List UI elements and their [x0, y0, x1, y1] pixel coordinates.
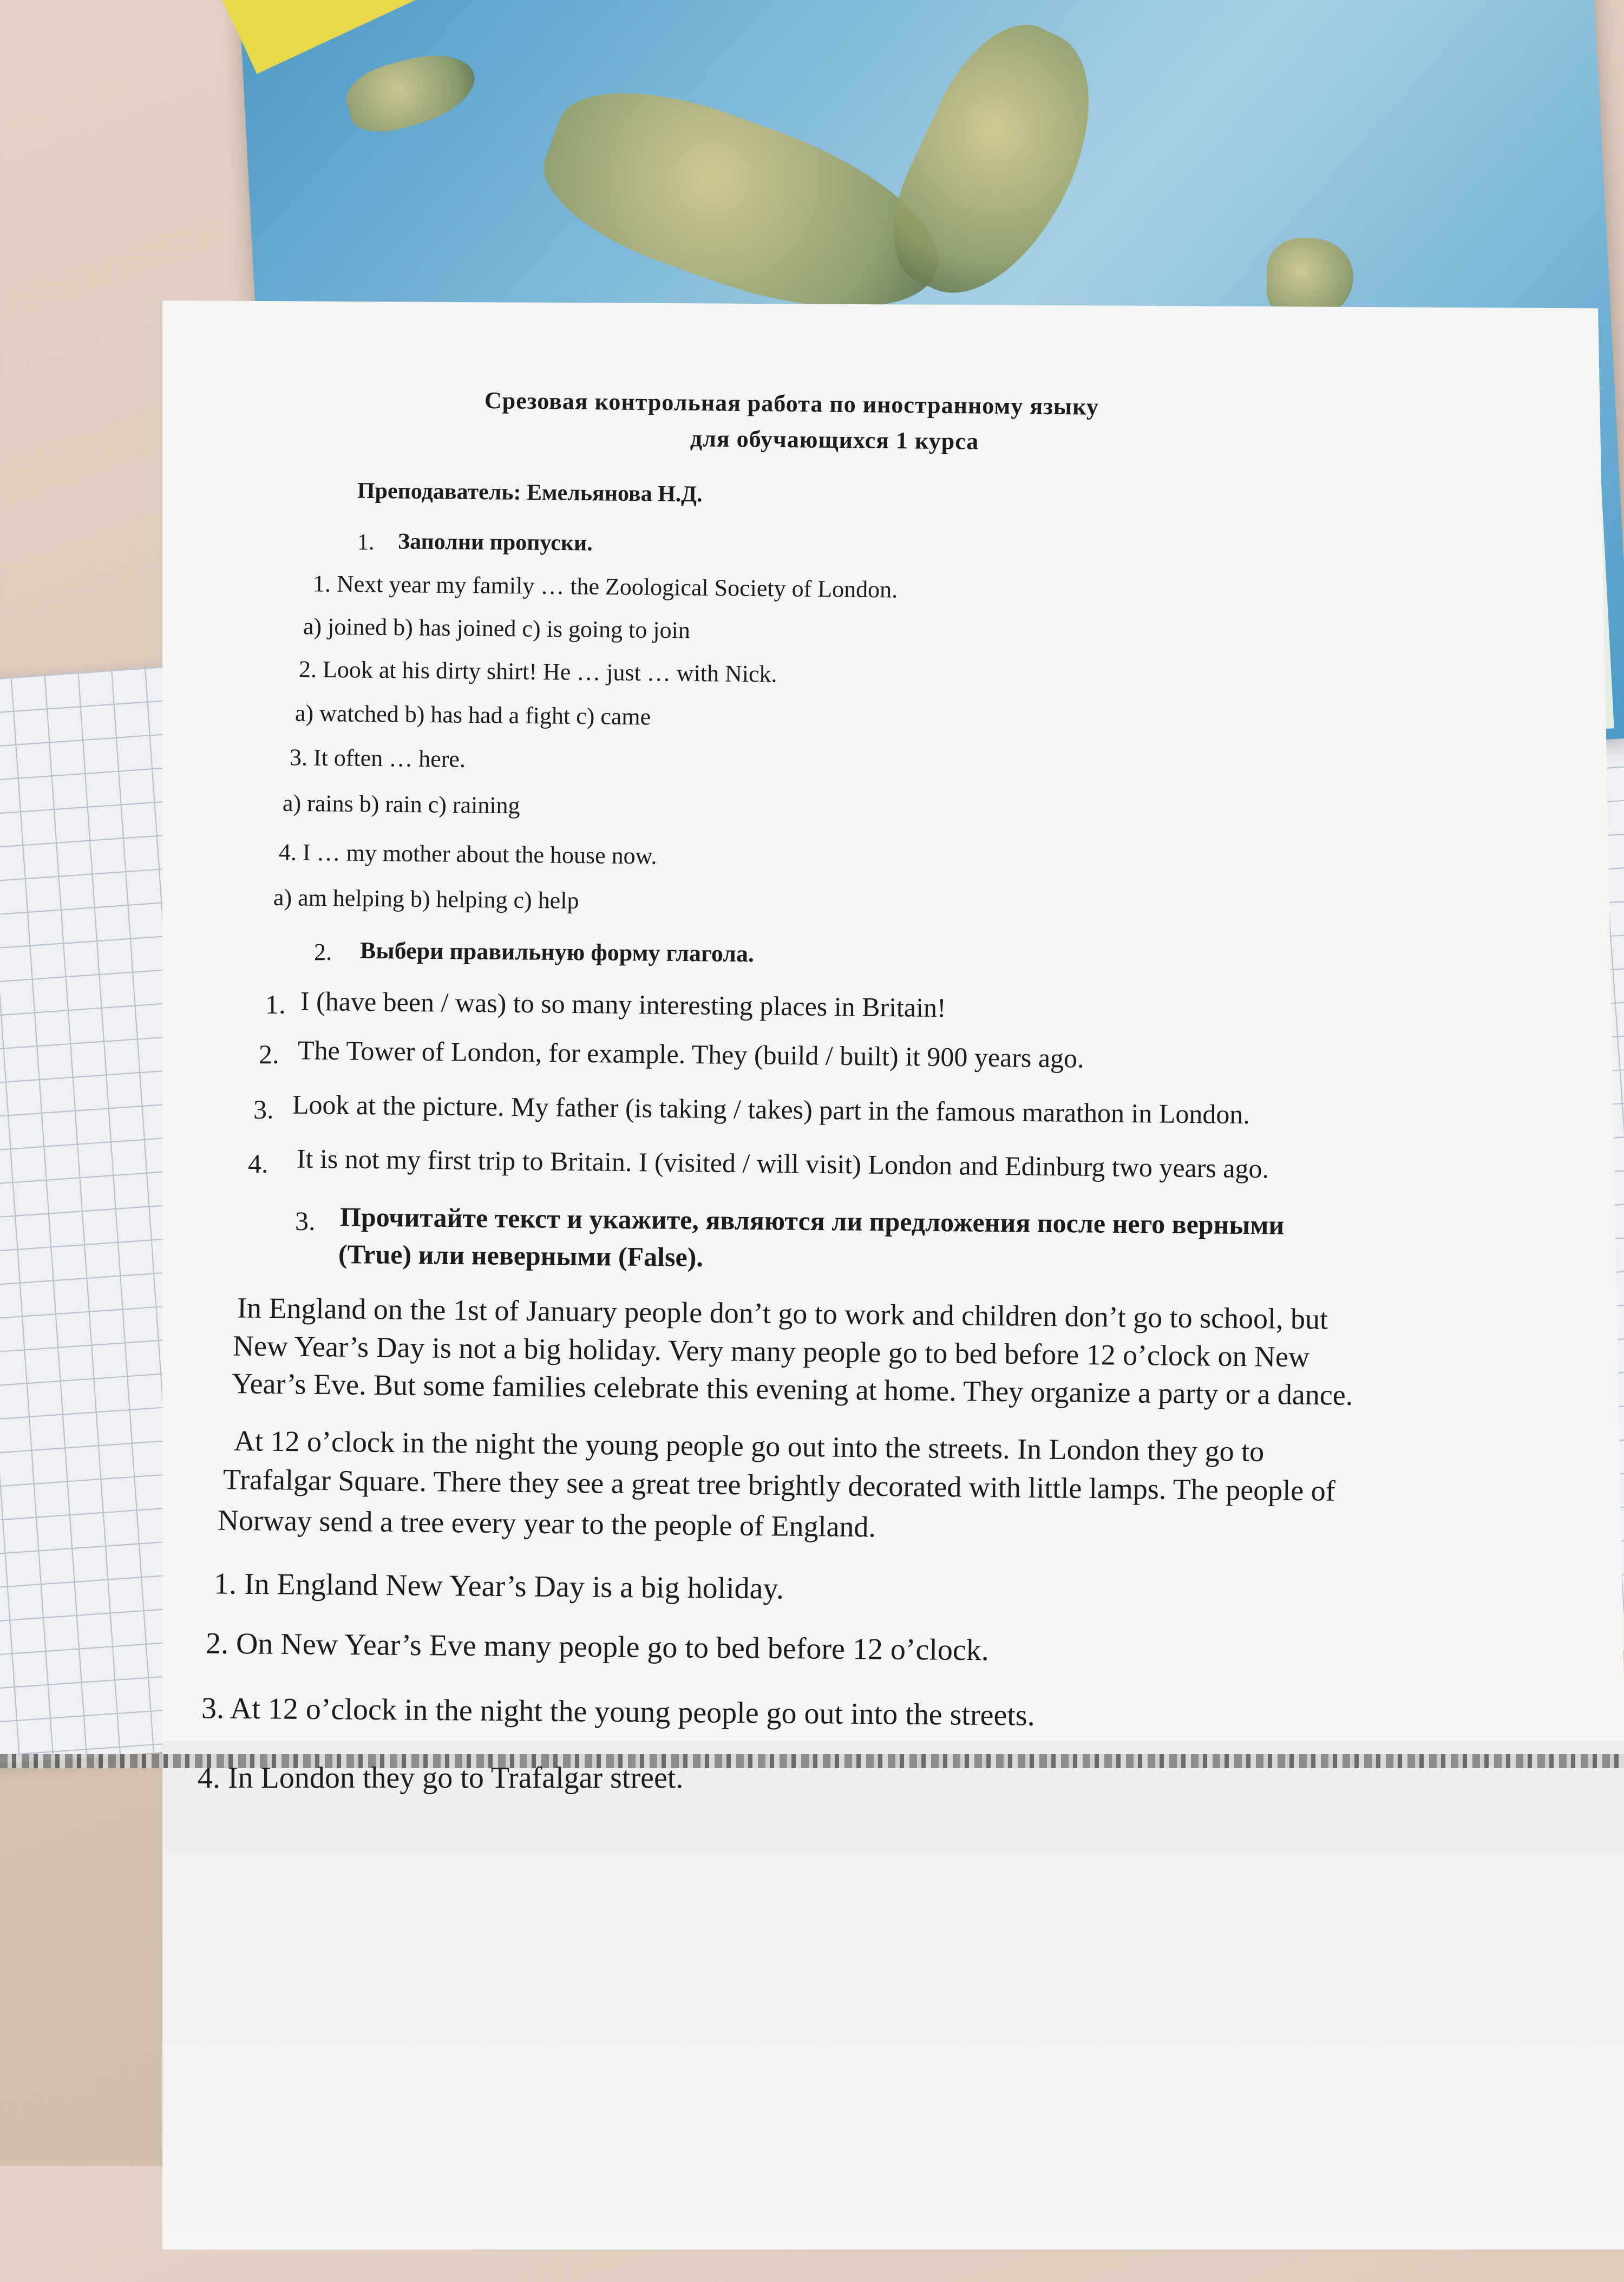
true-false-statement: 3. At 12 o’clock in the night the young people go out into the streets.: [201, 1691, 1036, 1732]
exercise-number: 2.: [259, 1039, 279, 1069]
section-number: 1.: [357, 530, 375, 555]
worksheet-title: Срезовая контрольная работа по иностранному языку: [484, 387, 1099, 420]
exercise-number: 4.: [248, 1148, 269, 1179]
answer-options: a) watched b) has had a fight c) came: [294, 699, 651, 730]
exercise-number: 3.: [253, 1094, 274, 1124]
question-text: 4. I … my mother about the house now.: [278, 839, 657, 869]
exercise-number: 1.: [265, 989, 286, 1019]
true-false-statement: 4. In London they go to Trafalgar street.: [198, 1761, 684, 1795]
reading-text-line: Trafalgar Square. There they see a great tree brightly decorated with little lamps. The people of: [222, 1463, 1336, 1507]
reading-text-line: New Year’s Day is not a big holiday. Very many people go to bed before 12 o’clock on New: [232, 1329, 1310, 1374]
reading-text-line: At 12 o’clock in the night the young people go out into the streets. In London they go to: [233, 1424, 1265, 1468]
question-text: 3. It often … here.: [289, 744, 466, 773]
reading-text-line: In England on the 1st of January people don’t go to work and children don’t go to school, but: [237, 1291, 1328, 1336]
section-heading: Заполни пропуски.: [397, 529, 593, 556]
reading-text-line: Norway send a tree every year to the people of England.: [217, 1503, 876, 1544]
answer-options: a) rains b) rain c) raining: [282, 789, 520, 819]
section-number: 3.: [295, 1206, 316, 1236]
exercise-text: It is not my first trip to Britain. I (visited / will visit) London and Edinburg two years ago.: [296, 1143, 1269, 1184]
question-text: 1. Next year my family … the Zoological Society of London.: [312, 570, 898, 603]
teacher-name: Преподаватель: Емельянова Н.Д.: [357, 478, 703, 507]
true-false-statement: 2. On New Year’s Eve many people go to bed before 12 o’clock.: [205, 1626, 990, 1668]
exercise-text: The Tower of London, for example. They (build / built) it 900 years ago.: [297, 1035, 1084, 1074]
section-heading: Выбери правильную форму глагола.: [359, 937, 755, 967]
section-heading-continued: (True) или неверными (False).: [338, 1239, 704, 1272]
section-number: 2.: [314, 939, 332, 965]
section-heading: Прочитайте текст и укажите, являются ли предложения после него верными: [339, 1201, 1285, 1240]
question-text: 2. Look at his dirty shirt! He … just … with Nick.: [298, 656, 777, 688]
exercise-text: Look at the picture. My father (is taking / takes) part in the famous marathon in London.: [292, 1089, 1250, 1130]
worksheet-subtitle: для обучающихся 1 курса: [690, 425, 979, 455]
answer-options: a) am helping b) helping c) help: [273, 884, 579, 914]
reading-text-line: Year’s Eve. But some families celebrate this evening at home. They organize a party or a dance.: [231, 1367, 1353, 1411]
true-false-statement: 1. In England New Year’s Day is a big holiday.: [213, 1567, 784, 1606]
exercise-text: I (have been / was) to so many interesting places in Britain!: [300, 985, 946, 1023]
answer-options: a) joined b) has joined c) is going to join: [303, 613, 691, 644]
